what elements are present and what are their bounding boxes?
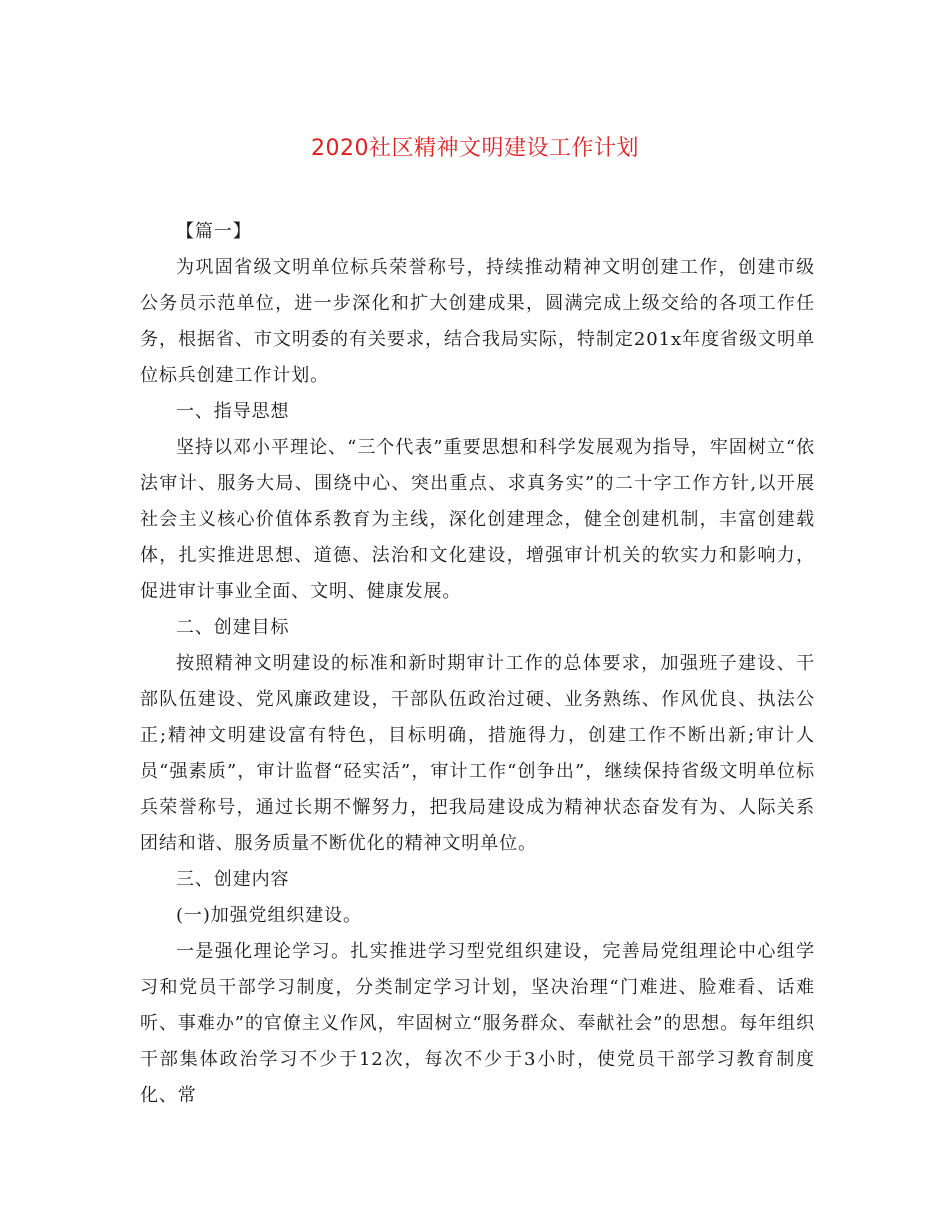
guiding-ideology-paragraph: 坚持以邓小平理论、“三个代表”重要思想和科学发展观为指导，牢固树立“依法审计、服务大局、围绕中心、突出重点、求真务实”的二十字工作方针,以开展社会主义核心价值体系教育为主线，深化创建理念，健全创建机制，丰富创建载体，扎实推进思想、道德、法治和文化建设，增强审计机关的软实力和影响力，促进审计事业全面、文明、健康发展。 (140, 437, 815, 602)
theory-study-paragraph: 一是强化理论学习。扎实推进学习型党组织建设，完善局党组理论中心组学习和党员干部学习制度，分类制定学习计划，坚决治理“门难进、脸难看、话难听、事难办”的官僚主义作风，牢固树立“服务群众、奉献社会”的思想。每年组织干部集体政治学习不少于12次，每次不少于3小时，使党员干部学习教育制度化、常 (140, 941, 815, 1106)
document-title: 2020社区精神文明建设工作计划 (311, 136, 639, 161)
heading-content: 三、创建内容 (176, 869, 290, 890)
heading-goals: 二、创建目标 (176, 617, 290, 638)
subheading-party-organization: (一)加强党组织建设。 (176, 905, 362, 926)
intro-paragraph: 为巩固省级文明单位标兵荣誉称号，持续推动精神文明创建工作，创建市级公务员示范单位，进一步深化和扩大创建成果，圆满完成上级交给的各项工作任务，根据省、市文明委的有关要求，结合我局实际，特制定201x年度省级文明单位标兵创建工作计划。 (140, 257, 815, 386)
document-body (140, 214, 815, 1114)
heading-guiding-ideology: 一、指导思想 (176, 401, 290, 422)
section-label: 【篇一】 (176, 221, 252, 242)
goals-paragraph: 按照精神文明建设的标准和新时期审计工作的总体要求，加强班子建设、干部队伍建设、党风廉政建设，干部队伍政治过硬、业务熟练、作风优良、执法公正;精神文明建设富有特色，目标明确，措施得力，创建工作不断出新;审计人员“强素质”，审计监督“硁实活”，审计工作“创争出”，继续保持省级文明单位标兵荣誉称号，通过长期不懈努力，把我局建设成为精神状态奋发有为、人际关系团结和谐、服务质量不断优化的精神文明单位。 (140, 653, 815, 854)
